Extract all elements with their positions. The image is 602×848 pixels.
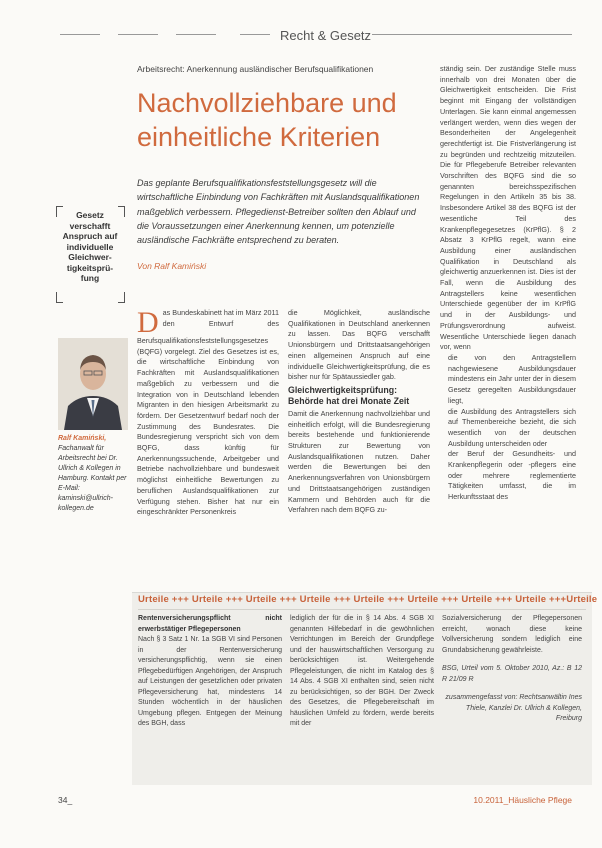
drop-cap: D [137, 308, 159, 339]
urteile-column-2-text: lediglich der für die in § 14 Abs. 4 SGB XI genannten Hilfebedarf in die gewöhnlichen Verrichtungen im Bereich der Grundpflege und der hauswirtschaftlichen Versorgung zu berücksichtigen ist. Weitergehende Pflegeleistungen, die nicht im Katalog des § 14 Abs. 4 SGB XI enthalten sind, seien nicht zu berücksichtigen, so der BGH. Der Zweck des Gesetzes, die Pflegebereitschaft im häuslichen Umfeld zu fördern, werde bereits mit der [290, 615, 434, 727]
headline-line-1: Nachvollziehbare und [137, 88, 397, 118]
criteria-list [440, 353, 576, 503]
header-rule-2 [118, 34, 158, 35]
bracket-bottom-right [118, 292, 125, 303]
article-byline: Von Ralf Kamiński [137, 261, 207, 271]
author-portrait-icon [58, 338, 128, 430]
pullquote-line: fung [80, 273, 100, 283]
criteria-item: • der Beruf der Gesundheits- und Krankenpflegerin oder -pflegers eine oder mehrere reglementierte Tätigkeiten umfasst, die im Herkunftsstaat des [448, 449, 576, 503]
column-2-subhead: Gleichwertigkeitsprüfung: Behörde hat drei Monate Zeit [288, 384, 410, 406]
pullquote-line: Gleichwer- [68, 252, 112, 262]
column-1-text: as Bundeskabinett hat im März 2011 den Entwurf des Berufsqualifikationsfeststellungsgesetzes (BQFG) vorgelegt. Ziel des Gesetzes ist es, die wirtschaftliche Einbindung von Fachkräften mit Auslandsqualifikationen maßgeblich zu verbessern und die Integration von in Deutschland lebenden Migranten in den hiesigen Arbeitsmarkt zu fördern. Der Gesetzentwurf bedarf noch der Zustimmung des Bundesrates. Die Bundesregierung verspricht sich von dem BQFG, dass künftig für Anerkennungssuchende, Arbeitgeber und Betriebe nachvollziehbare und bundesweit möglichst einheitliche Bewertungen zu beruflichen Auslandsqualifikationen zur Verfügung stehen. Bisher hat nur ein eingeschränkter Personenkreis [137, 308, 279, 517]
urteile-title: Rentenversicherungspflicht nicht erwerbstätiger Pflegepersonen [138, 615, 282, 633]
urteile-source: zusammengefasst von: Rechtsanwältin Ines Thiele, Kanzlei Dr. Ullrich & Kollegen, Freiburg [445, 694, 582, 722]
pullquote-line: individuelle [66, 241, 114, 252]
header-rule-4 [240, 34, 270, 35]
section-title: Recht & Gesetz [280, 28, 372, 43]
header-rule-3 [176, 34, 216, 35]
body-column-3 [440, 64, 576, 584]
pullquote-line: Gesetz [76, 210, 104, 220]
author-bio: Fachanwalt für Arbeitsrecht bei Dr. Ullrich & Kollegen in Hamburg. Kontakt per E-Mail: kaminski@ullrich-kollegen.de [58, 445, 127, 512]
headline-line-2: einheitliche Kriterien [137, 122, 381, 152]
column-2-text: die Möglichkeit, ausländische Qualifikationen in Deutschland anerkennen zu lassen. Das BQFG verschafft Unionsbürgern und Drittstaatsangehörigen einen allgemeinen Anspruch auf eine individuelle Gleichwertigkeitsprüfung, die es bisher nur für Spätaussiedler gab. [288, 308, 430, 382]
urteile-citation: BSG, Urteil vom 5. Oktober 2010, Az.: B 12 R 21/09 R [442, 665, 582, 683]
article-lead: Das geplante Berufsqualifikationsfeststellungsgesetz will die wirtschaftliche Einbindung von Fachkräften mit Auslandsqualifikationen maßgeblich verbessern. Pflegedienst-Betreiber sollten den Ablauf und die Voraussetzungen einer Anerkennung kennen, um potenzielle ausländische Fachkräfte entsprechend zu beraten. [137, 178, 420, 246]
urteile-column-1 [138, 614, 282, 780]
criteria-item: • die Ausbildung des Antragstellers sich auf Themenbereiche bezieht, die sich wesentlich von der deutschen Ausbildung unterscheiden oder [448, 407, 576, 450]
body-column-1 [137, 308, 279, 582]
urteile-column-1-text: Nach § 3 Satz 1 Nr. 1a SGB VI sind Personen in der Rentenversicherung versicherungspflichtig, wenn sie einen Pflegebedürftigen Angehörigen, der Anspruch auf Leistungen der gesetzlichen oder privaten Pflegeversicherung hat, mindestens 14 Stunden wöchentlich in der häuslichen Umgebung pflegen. Entgegen der Meinung des BGH, dass [138, 636, 282, 727]
pullquote-line: Anspruch auf [62, 231, 118, 241]
magazine-footer: 10.2011_Häusliche Pflege [473, 795, 572, 805]
urteile-divider [138, 609, 586, 610]
header-rule-1 [60, 34, 100, 35]
bracket-bottom-left [56, 292, 63, 303]
urteile-banner: Urteile +++ Urteile +++ Urteile +++ Urteile +++ Urteile +++ Urteile +++ Urteile +++ Urteile +++Urteile [138, 594, 598, 605]
author-name: Ralf Kamiński, [58, 435, 107, 442]
article-kicker: Arbeitsrecht: Anerkennung ausländischer Berufsqualifikationen [137, 64, 374, 74]
sidebar-pullquote [58, 210, 122, 284]
urteile-column-3-text: Sozialversicherung der Pflegepersonen erreicht, wonach diese keine Vollversicherung sondern lediglich eine Grundabsicherung gewährleiste. [442, 615, 582, 654]
urteile-column-3 [442, 614, 582, 780]
column-2-text-b: Damit die Anerkennung nachvollziehbar und einheitlich erfolgt, will die Bundesregierung bereits bestehende und funktionierende Strukturen zur Bewertung von Auslandsqualifikationen nutzen. Daher werden die Bewertungen bei den Anerkennungsverfahren von Unionsbürgern und Drittstaatsangehörigen zuständigen Kammern und Behörden auch für die Verfahren nach dem BQFG zu- [288, 408, 430, 515]
page-number: 34_ [58, 795, 73, 805]
criteria-item: • die von den Antragstellern nachgewiesene Ausbildungsdauer mindestens ein Jahr unter der in diesem Gesetz geregelten Ausbildungsdauer liegt, [448, 353, 576, 407]
body-column-2 [288, 308, 430, 582]
urteile-column-2 [290, 614, 434, 780]
pullquote-line: tigkeitsprü- [66, 262, 114, 273]
author-photo [58, 338, 128, 430]
column-3-text: ständig sein. Der zuständige Stelle muss innerhalb von drei Monaten über die Gleichwertigkeit entscheiden. Die Frist beginnt mit Eingang der vollständigen Unterlagen. Sie kann einmal angemessen verlängert werden, wenn dies wegen der Besonderheiten der Angelegenheit gerechtfertigt ist. Die Fristverlängerung ist zu begründen und rechtzeitig mitzuteilen. Die für Pflegeberufe Betreiber relevanten Vorschriften des BQFG sind die so genannten bereichsspezifischen Regelungen in den Artikeln 35 bis 38. Insbesondere Artikel 38 des BQFG ist der wesentliche Teil des Krankenpflegegesetzes (KrPflG). § 2 Absatz 3 KrPflG regelt, wann eine Ausbildung einer ausländischen Qualifikation in Deutschland als gleichwertig anzuerkennen ist. Dies ist der Fall, wenn die Ausbildung des Antragstellers keine wesentlichen Unterschiede gegenüber der im KrPflG und in der Ausbildungs- und Prüfungsverordnung aufweist. Wesentliche Unterschiede liegen danach vor, wenn [440, 64, 576, 352]
header-rule-5 [372, 34, 572, 35]
article-headline [137, 86, 437, 154]
pullquote-line: verschafft [69, 220, 111, 231]
author-caption [58, 434, 128, 514]
